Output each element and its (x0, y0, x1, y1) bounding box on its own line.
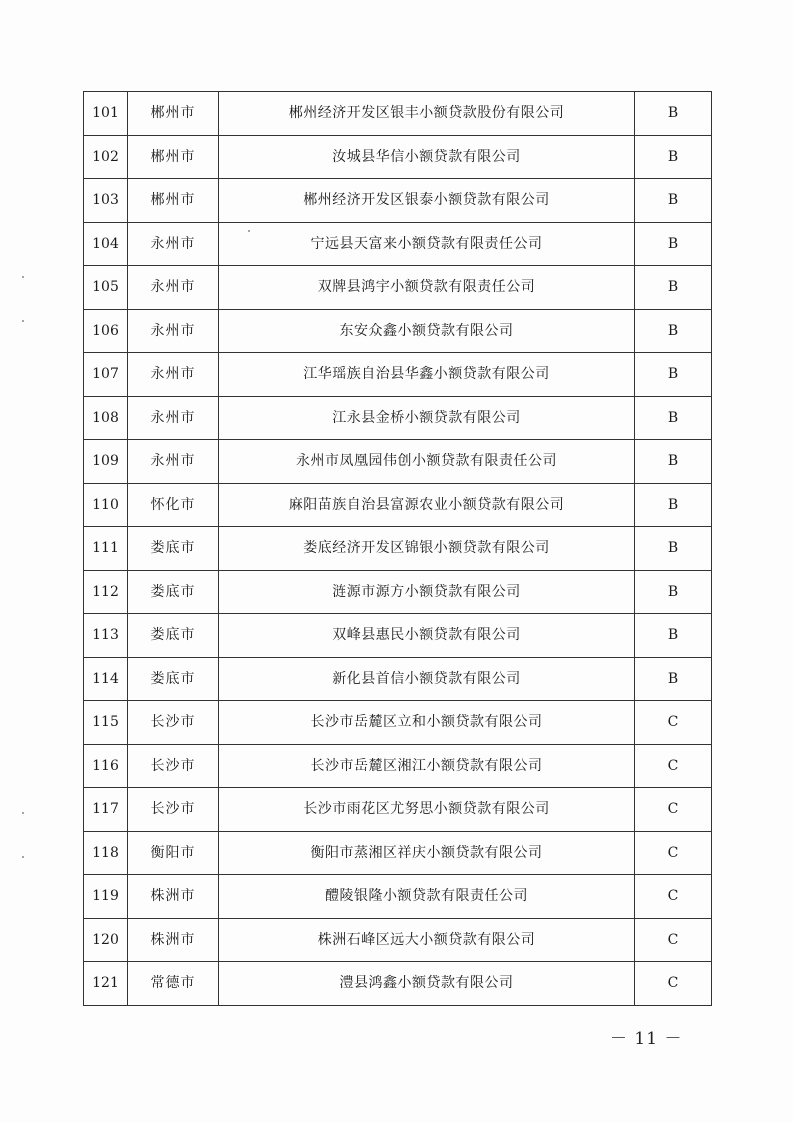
city-cell: 常德市 (128, 962, 219, 1006)
company-name-cell: 澧县鸿鑫小额贷款有限公司 (219, 962, 635, 1006)
table-row (84, 657, 712, 701)
city-cell: 衡阳市 (128, 831, 219, 875)
city-cell: 郴州市 (128, 135, 219, 179)
company-name-cell: 郴州经济开发区银丰小额贷款股份有限公司 (219, 92, 635, 136)
rating-grade-cell: B (635, 614, 712, 658)
scan-speck (248, 230, 250, 232)
table-row (84, 570, 712, 614)
row-number-cell: 107 (84, 353, 128, 397)
city-cell: 永州市 (128, 353, 219, 397)
city-cell: 长沙市 (128, 744, 219, 788)
city-cell: 郴州市 (128, 179, 219, 223)
rating-grade-cell: C (635, 831, 712, 875)
rating-grade-cell: C (635, 962, 712, 1006)
city-cell: 郴州市 (128, 92, 219, 136)
scan-speck (22, 320, 24, 322)
city-cell: 永州市 (128, 266, 219, 310)
rating-grade-cell: C (635, 701, 712, 745)
rating-grade-cell: B (635, 396, 712, 440)
rating-grade-cell: B (635, 353, 712, 397)
company-name-cell: 麻阳苗族自治县富源农业小额贷款有限公司 (219, 483, 635, 527)
table-row (84, 527, 712, 571)
company-name-cell: 江华瑶族自治县华鑫小额贷款有限公司 (219, 353, 635, 397)
company-name-cell: 宁远县天富来小额贷款有限责任公司 (219, 222, 635, 266)
city-cell: 娄底市 (128, 614, 219, 658)
table-row (84, 396, 712, 440)
table-row (84, 701, 712, 745)
company-name-cell: 涟源市源方小额贷款有限公司 (219, 570, 635, 614)
table-row (84, 962, 712, 1006)
rating-grade-cell: C (635, 918, 712, 962)
company-name-cell: 东安众鑫小额贷款有限公司 (219, 309, 635, 353)
company-name-cell: 永州市凤凰园伟创小额贷款有限责任公司 (219, 440, 635, 484)
company-name-cell: 长沙市岳麓区立和小额贷款有限公司 (219, 701, 635, 745)
row-number-cell: 102 (84, 135, 128, 179)
row-number-cell: 114 (84, 657, 128, 701)
rating-table (83, 91, 712, 1006)
table-row (84, 309, 712, 353)
city-cell: 长沙市 (128, 788, 219, 832)
row-number-cell: 106 (84, 309, 128, 353)
table-row (84, 135, 712, 179)
table-row (84, 918, 712, 962)
rating-grade-cell: B (635, 135, 712, 179)
table-row (84, 440, 712, 484)
row-number-cell: 118 (84, 831, 128, 875)
row-number-cell: 117 (84, 788, 128, 832)
company-name-cell: 长沙市岳麓区湘江小额贷款有限公司 (219, 744, 635, 788)
rating-grade-cell: B (635, 179, 712, 223)
table-row (84, 92, 712, 136)
table-row (84, 875, 712, 919)
company-name-cell: 株洲石峰区远大小额贷款有限公司 (219, 918, 635, 962)
city-cell: 株洲市 (128, 918, 219, 962)
scan-speck (22, 276, 24, 278)
company-name-cell: 长沙市雨花区尤努思小额贷款有限公司 (219, 788, 635, 832)
city-cell: 娄底市 (128, 570, 219, 614)
company-name-cell: 双峰县惠民小额贷款有限公司 (219, 614, 635, 658)
row-number-cell: 120 (84, 918, 128, 962)
row-number-cell: 121 (84, 962, 128, 1006)
row-number-cell: 104 (84, 222, 128, 266)
city-cell: 永州市 (128, 222, 219, 266)
company-name-cell: 双牌县鸿宇小额贷款有限责任公司 (219, 266, 635, 310)
row-number-cell: 110 (84, 483, 128, 527)
rating-grade-cell: B (635, 570, 712, 614)
city-cell: 永州市 (128, 440, 219, 484)
rating-grade-cell: B (635, 92, 712, 136)
city-cell: 怀化市 (128, 483, 219, 527)
city-cell: 娄底市 (128, 657, 219, 701)
table-row (84, 614, 712, 658)
scan-speck (22, 856, 24, 858)
company-name-cell: 醴陵银隆小额贷款有限责任公司 (219, 875, 635, 919)
table-row (84, 179, 712, 223)
row-number-cell: 119 (84, 875, 128, 919)
rating-grade-cell: B (635, 483, 712, 527)
table-row (84, 266, 712, 310)
table-row (84, 353, 712, 397)
table-row (84, 788, 712, 832)
city-cell: 永州市 (128, 309, 219, 353)
page-number: － 11 － (610, 1029, 683, 1049)
city-cell: 永州市 (128, 396, 219, 440)
row-number-cell: 103 (84, 179, 128, 223)
table-body (84, 92, 712, 1006)
table-row (84, 222, 712, 266)
rating-grade-cell: C (635, 744, 712, 788)
table-row (84, 744, 712, 788)
city-cell: 长沙市 (128, 701, 219, 745)
rating-grade-cell: B (635, 266, 712, 310)
company-name-cell: 江永县金桥小额贷款有限公司 (219, 396, 635, 440)
company-name-cell: 新化县首信小额贷款有限公司 (219, 657, 635, 701)
company-name-cell: 郴州经济开发区银泰小额贷款有限公司 (219, 179, 635, 223)
table-row (84, 483, 712, 527)
row-number-cell: 112 (84, 570, 128, 614)
rating-grade-cell: B (635, 309, 712, 353)
row-number-cell: 105 (84, 266, 128, 310)
company-name-cell: 娄底经济开发区锦银小额贷款有限公司 (219, 527, 635, 571)
row-number-cell: 108 (84, 396, 128, 440)
row-number-cell: 111 (84, 527, 128, 571)
rating-grade-cell: B (635, 657, 712, 701)
row-number-cell: 101 (84, 92, 128, 136)
company-name-cell: 汝城县华信小额贷款有限公司 (219, 135, 635, 179)
rating-grade-cell: C (635, 875, 712, 919)
row-number-cell: 109 (84, 440, 128, 484)
company-name-cell: 衡阳市蒸湘区祥庆小额贷款有限公司 (219, 831, 635, 875)
rating-grade-cell: C (635, 788, 712, 832)
table-row (84, 831, 712, 875)
city-cell: 娄底市 (128, 527, 219, 571)
rating-grade-cell: B (635, 222, 712, 266)
rating-grade-cell: B (635, 440, 712, 484)
scan-speck (22, 812, 24, 814)
city-cell: 株洲市 (128, 875, 219, 919)
rating-grade-cell: B (635, 527, 712, 571)
row-number-cell: 115 (84, 701, 128, 745)
row-number-cell: 113 (84, 614, 128, 658)
row-number-cell: 116 (84, 744, 128, 788)
